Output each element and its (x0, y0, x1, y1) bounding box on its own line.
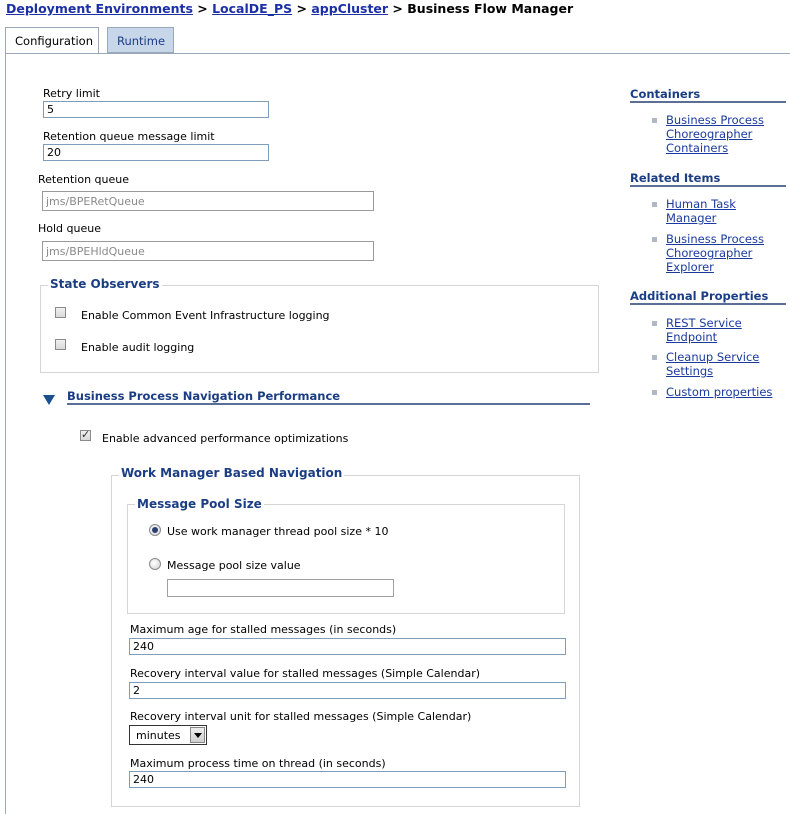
work-manager-title: Work Manager Based Navigation (121, 466, 343, 480)
breadcrumb-separator: > (197, 1, 208, 16)
breadcrumb-appcluster[interactable]: appCluster (311, 1, 389, 16)
cleanup-service-settings-link[interactable]: Cleanup Service Settings (666, 350, 760, 378)
additional-properties-heading: Additional Properties (630, 289, 769, 303)
max-process-time-input[interactable] (129, 771, 566, 788)
tab-runtime[interactable]: Runtime (107, 27, 174, 53)
advanced-optimizations-label: Enable advanced performance optimizations (102, 432, 349, 445)
collapse-triangle-icon[interactable] (42, 394, 56, 406)
max-age-input[interactable] (129, 638, 566, 655)
section-divider (67, 403, 590, 405)
audit-logging-checkbox[interactable] (55, 339, 66, 350)
message-pool-title: Message Pool Size (137, 497, 262, 511)
recovery-value-input[interactable] (129, 682, 566, 699)
retention-queue-label: Retention queue (38, 173, 129, 186)
recovery-value-label: Recovery interval value for stalled messages (Simple Calendar) (130, 667, 481, 680)
breadcrumb-separator: > (296, 1, 307, 16)
additional-properties-rule (630, 303, 786, 305)
cei-logging-label: Enable Common Event Infrastructure logging (81, 309, 330, 322)
human-task-manager-link[interactable]: Human Task Manager (666, 197, 736, 225)
hold-queue-input[interactable] (42, 241, 374, 261)
bpc-containers-link[interactable]: Business Process Choreographer Containers (666, 113, 764, 155)
bullet-icon (652, 321, 657, 326)
state-observers-group (40, 285, 599, 373)
related-items-heading: Related Items (630, 171, 721, 185)
breadcrumb-separator: > (392, 1, 403, 16)
recovery-unit-value: minutes (136, 729, 181, 742)
retry-limit-label: Retry limit (43, 87, 100, 100)
navigation-performance-title[interactable]: Business Process Navigation Performance (67, 389, 341, 403)
advanced-optimizations-checkbox[interactable] (80, 430, 91, 441)
max-age-label: Maximum age for stalled messages (in seconds) (130, 623, 397, 636)
retention-queue-message-limit-input[interactable] (43, 144, 269, 161)
max-process-time-label: Maximum process time on thread (in seconds) (130, 757, 386, 770)
rest-service-endpoint-link[interactable]: REST Service Endpoint (666, 316, 742, 344)
custom-properties-link[interactable]: Custom properties (666, 385, 773, 399)
retry-limit-input[interactable] (43, 101, 269, 118)
containers-rule (630, 101, 786, 103)
pool-size-value-label: Message pool size value (167, 559, 301, 572)
thread-pool-radio[interactable] (149, 524, 161, 536)
bullet-icon (652, 390, 657, 395)
breadcrumb-deployment-environments[interactable]: Deployment Environments (6, 1, 193, 16)
breadcrumb-current: Business Flow Manager (407, 1, 574, 16)
bullet-icon (652, 202, 657, 207)
chevron-down-icon[interactable] (190, 727, 205, 743)
breadcrumb-localde-ps[interactable]: LocalDE_PS (212, 1, 293, 16)
retention-queue-input[interactable] (42, 191, 374, 211)
bullet-icon (652, 355, 657, 360)
thread-pool-label: Use work manager thread pool size * 10 (167, 525, 389, 538)
cei-logging-checkbox[interactable] (55, 307, 66, 318)
bullet-icon (652, 237, 657, 242)
pool-size-value-radio[interactable] (149, 558, 161, 570)
recovery-unit-select[interactable] (129, 725, 207, 745)
containers-heading: Containers (630, 87, 701, 101)
recovery-unit-label: Recovery interval unit for stalled messages (Simple Calendar) (130, 710, 472, 723)
pool-size-value-input[interactable] (167, 579, 394, 597)
state-observers-title: State Observers (50, 277, 160, 291)
tab-configuration[interactable]: Configuration (5, 27, 99, 53)
related-items-rule (630, 185, 786, 187)
bpc-explorer-link[interactable]: Business Process Choreographer Explorer (666, 232, 764, 274)
audit-logging-label: Enable audit logging (81, 341, 195, 354)
bullet-icon (652, 118, 657, 123)
breadcrumb (6, 1, 573, 16)
hold-queue-label: Hold queue (38, 222, 101, 235)
retention-queue-message-limit-label: Retention queue message limit (43, 130, 215, 143)
